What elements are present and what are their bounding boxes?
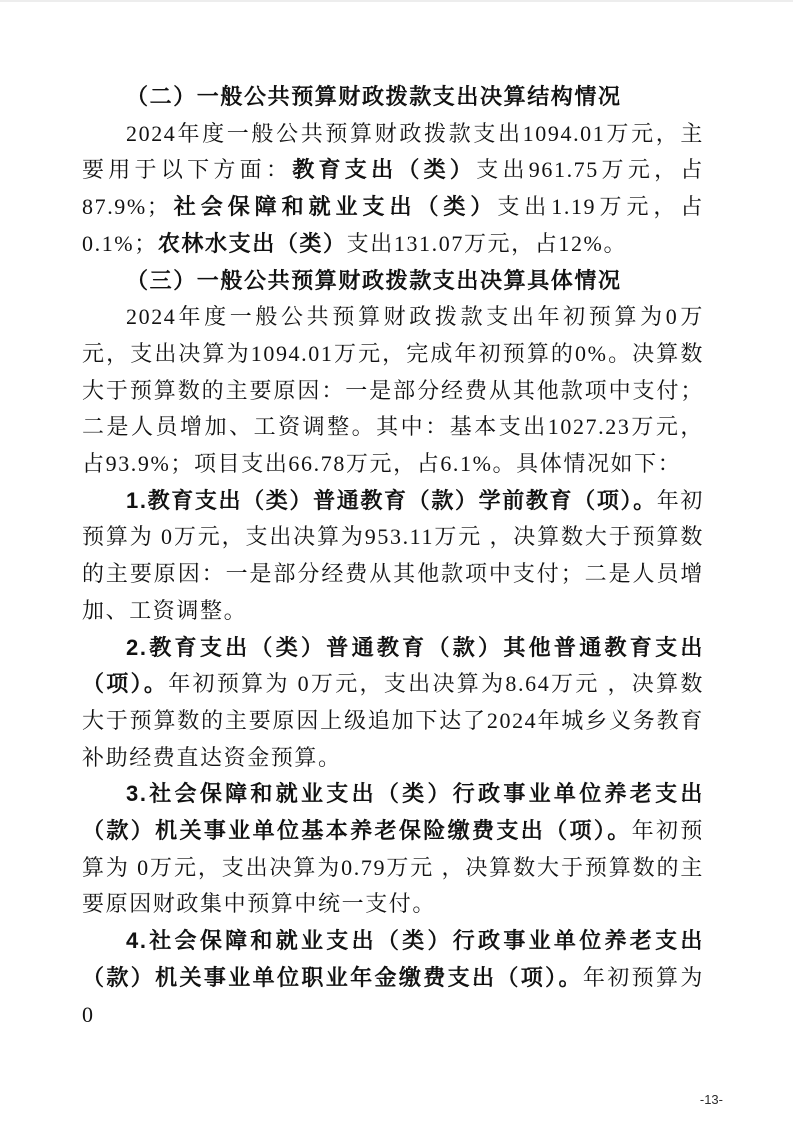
- bold-text-run: 1.教育支出（类）普通教育（款）学前教育（项）。: [126, 487, 657, 513]
- bold-text-run: 教育支出（类）: [292, 157, 477, 183]
- page-number: -13-: [699, 1092, 723, 1107]
- paragraph: [82, 776, 704, 923]
- bold-text-run: 2.教育支出（类）普通教育（款）其他普通教育支出（项）。: [82, 634, 704, 697]
- paragraph: [82, 299, 704, 483]
- paragraph: [82, 483, 704, 630]
- text-run: 年初预算为 0万元，支出决算为953.11万元 ，决算数大于预算数的主要原因：一是部分经费从其他款项中支付；二是人员增加、工资调整。: [82, 487, 705, 623]
- text-run: 年初预算为 0万元，支出决算为0.79万元 ，决算数大于预算数的主要原因财政集中预算中统一支付。: [82, 818, 704, 917]
- text-run: 2024年度一般公共预算财政拨款支出1094.01万元，主要用于以下方面：: [82, 120, 704, 183]
- text-run: 支出131.07万元，占12%。: [346, 230, 628, 256]
- text-run: 2024年度一般公共预算财政拨款支出年初预算为0万元，支出决算为1094.01万元，完成年初预算的0%。决算数大于预算数的主要原因：一是部分经费从其他款项中支付；二是人员增加、工资调整。其中：基本支出1027.23万元，占93.9%；项目支出66.78万元，占6.1%。具体情况如下：: [82, 304, 704, 477]
- text-run: 支出961.75万元，占87.9%；: [82, 157, 704, 220]
- bold-text-run: （二）一般公共预算财政拨款支出决算结构情况: [126, 84, 622, 109]
- text-run: 年初预算为 0万元，支出决算为8.64万元 ，决算数大于预算数的主要原因上级追加下达了2024年城乡义务教育补助经费直达资金预算。: [82, 671, 704, 770]
- text-run: 支出1.19万元，占0.1%；: [82, 194, 704, 256]
- paragraph: [82, 116, 704, 263]
- bold-text-run: （三）一般公共预算财政拨款支出决算具体情况: [126, 267, 622, 293]
- bold-text-run: 农林水支出（类）: [157, 230, 347, 256]
- section-heading: [82, 79, 704, 116]
- bold-text-run: 社会保障和就业支出（类）: [170, 194, 498, 220]
- paragraph: [82, 630, 704, 777]
- page-top-edge: [0, 0, 793, 2]
- document-body: [82, 79, 704, 1033]
- bold-text-run: 3.社会保障和就业支出（类）行政事业单位养老支出（款）机关事业单位基本养老保险缴费支出（项）。: [82, 781, 704, 844]
- paragraph: [82, 923, 704, 1033]
- text-run: 年初预算为 0: [82, 964, 704, 1027]
- section-heading: [82, 263, 704, 300]
- bold-text-run: 4.社会保障和就业支出（类）行政事业单位养老支出（款）机关事业单位职业年金缴费支出（项）。: [82, 928, 704, 990]
